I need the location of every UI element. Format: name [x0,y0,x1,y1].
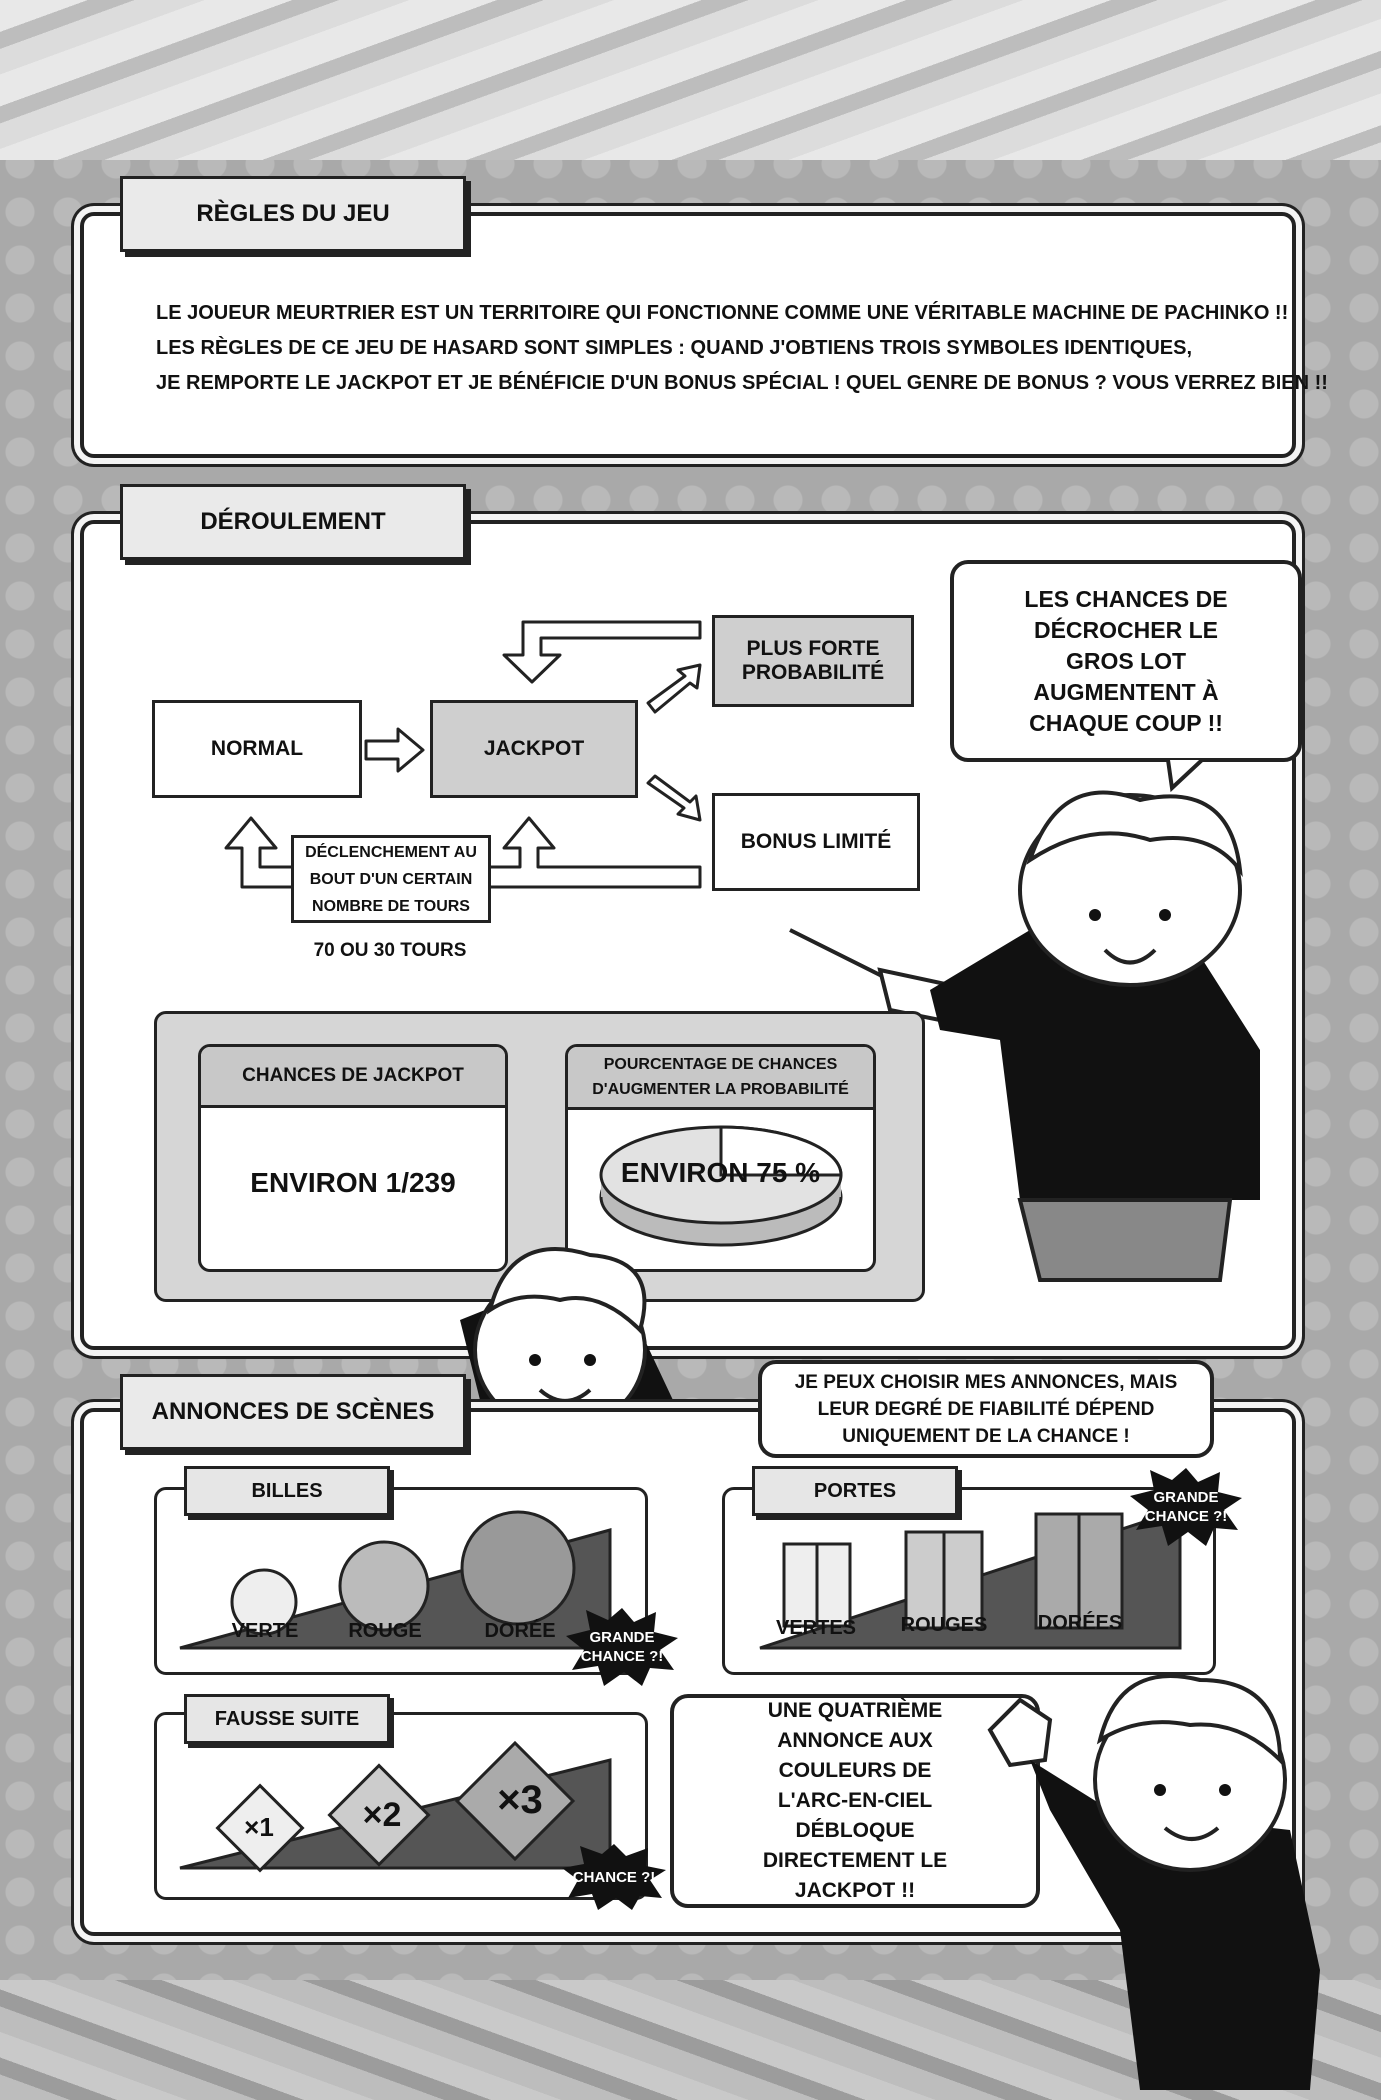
jackpot-chance-card [198,1044,508,1272]
arrow-loop-to-jackpot [504,622,700,682]
arrow-jackpot-to-high [648,665,700,712]
turns-caption: 70 OU 30 TOURS [313,940,467,961]
fausse-suite-label: FAUSSE SUITE [184,1694,390,1744]
probability-title: POURCENTAGE DE CHANCES D'AUGMENTER LA PROBABILITÉ [568,1047,873,1110]
scenes-title: ANNONCES DE SCÈNES [120,1374,466,1450]
high-probability-box: PLUS FORTE PROBABILITÉ [712,615,914,707]
flow-title: DÉROULEMENT [120,484,466,560]
billes-item: VERTE [231,1620,299,1642]
fausse-suite-item: ×3 [497,1778,543,1822]
billes-item: ROUGE [348,1620,422,1642]
rules-title: RÈGLES DU JEU [120,176,466,252]
portes-burst [1130,1468,1242,1546]
portes-item: VERTES [775,1617,857,1639]
fausse-suite-item: ×1 [244,1812,274,1842]
portes-item: DORÉES [1037,1612,1123,1634]
limited-bonus-box: BONUS LIMITÉ [712,793,920,891]
arrow-jackpot-to-bonus [648,776,700,820]
portes-label: PORTES [752,1466,958,1516]
probability-card [565,1044,876,1272]
trigger-box: DÉCLENCHEMENT AU BOUT D'UN CERTAIN NOMBRE DE TOURS [291,835,491,923]
rules-line: LES RÈGLES DE CE JEU DE HASARD SONT SIMPLES : QUAND J'OBTIENS TROIS SYMBOLES IDENTIQUES, [156,337,1192,359]
normal-box: NORMAL [152,700,362,798]
probability-value: ENVIRON 75 % [620,1157,821,1188]
character-waving [990,1670,1330,2100]
speech-bubble-rainbow: UNE QUATRIÈME ANNONCE AUX COULEURS DE L'ARC-EN-CIEL DÉBLOQUE DIRECTEMENT LE JACKPOT !! [670,1694,1040,1908]
billes-burst [566,1608,678,1686]
rules-line: JE REMPORTE LE JACKPOT ET JE BÉNÉFICIE D'UN BONUS SPÉCIAL ! QUEL GENRE DE BONUS ? VOUS VERREZ BIEN !! [156,372,1328,394]
billes-item: DORÉE [484,1620,556,1642]
fausse-suite-burst [562,1844,666,1910]
speech-bubble-announces: JE PEUX CHOISIR MES ANNONCES, MAIS LEUR DEGRÉ DE FIABILITÉ DÉPEND UNIQUEMENT DE LA CHANCE ! [758,1360,1214,1458]
jackpot-box: JACKPOT [430,700,638,798]
speech-bubble-chances: LES CHANCES DE DÉCROCHER LE GROS LOT AUGMENTENT À CHAQUE COUP !! [950,560,1302,762]
fausse-suite-item: ×2 [362,1796,402,1834]
rules-line: LE JOUEUR MEURTRIER EST UN TERRITOIRE QUI FONCTIONNE COMME UNE VÉRITABLE MACHINE DE PACHINKO !! [156,302,1289,324]
burst-text: GRANDE CHANCE ?! [580,1629,664,1665]
jackpot-chance-title: CHANCES DE JACKPOT [201,1047,505,1108]
billes-label: BILLES [184,1466,390,1516]
burst-text: CHANCE ?! [572,1869,656,1886]
burst-text: GRANDE CHANCE ?! [1144,1489,1228,1525]
arrow-normal-to-jackpot [366,729,423,771]
jackpot-chance-value: ENVIRON 1/239 [250,1167,456,1198]
portes-item: ROUGES [900,1614,988,1636]
